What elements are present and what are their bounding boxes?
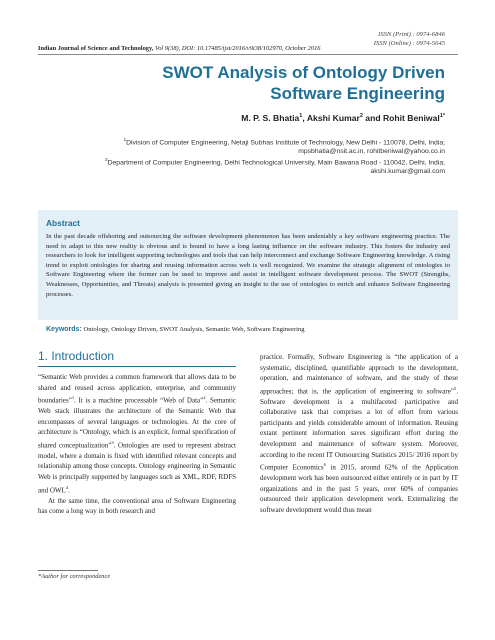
aff2-line2: akshi.kumar@gmail.com [370,168,445,176]
footnote: *Author for correspondence [38,573,111,580]
section-heading-introduction: 1. Introduction [38,349,115,363]
author-3-sup: 1* [439,113,445,120]
citation-sup: 1 [71,395,75,401]
text-run: . It is a machine processable “Web of Data” [74,396,204,405]
right-column [260,352,458,516]
affiliation-2 [25,156,445,177]
intro-paragraph-2: At the same time, the conventional area of Software Engineering has come a long way in both research and [38,496,236,516]
keywords-text: Ontology, Ontology Driven, SWOT Analysis, Semantic Web, Software Engineering [83,326,305,333]
keywords [46,326,456,333]
author-1-sup: 1 [299,113,303,120]
aff1-sup: 1 [123,138,127,143]
author-2-sup: 2 [359,113,363,120]
author-2: Akshi Kumar [306,113,360,123]
citation-sup: 2 [203,395,206,401]
text-run: . [68,485,70,494]
aff1-line2: mpsbhatia@nsit.ac.in, rohitbeniwal@yahoo.co.in [298,148,445,156]
issn-print: ISSN (Print) : 0974-6846 [378,31,445,38]
text-run: practice. Formally, Software Engineering is “the application of a systematic, disciplined, quantifiable approach to the development, operation, and maintenance of software, and the study of these approaches; that is, the application of engineering to software” [260,353,458,396]
aff2-line1: Department of Computer Engineering, Delhi Technological University, Main Bawana Road - 110042, Delhi, India; [107,159,445,167]
abstract-heading: Abstract [46,218,80,228]
section-underline [38,366,236,367]
abstract-text: In the past decade offshoring and outsourcing the software development phenomenon has been undeniably a key software engineering practice. The need to adapt to this new reality is obvious and is bound to have a long lasting influence on the software industry. This fosters the industry and researchers to look for intelligent supporting technologies and tools that can help interconnect and exchange Software Engineering knowledge. A rising trend to exploit ontologies for sharing and reusing information across web is well recognized. We examine the strategic alignment of ontologies to Software Engineering where the former can be used to improve and assist in intelligent software development process. The SWOT (Strengths, Weaknesses, Opportunities, and Threats) analysis is presented giving an insight to the use of ontologies to enrich and enhance Software Engineering processes. [46,233,450,298]
citation-sup: 5 [453,385,457,391]
text-run: . Ontologies are used to represent abstract model, where a domain is fixed with identified relevant concepts and relationship among those concepts. Ontology engineering in Semantic Web is principally supported by languages such as XML, RDF, RDFS and OWL [38,441,236,494]
aff2-sup: 2 [104,158,108,163]
left-column [38,372,236,517]
journal-name: Indian Journal of Science and Technology, [38,45,154,52]
paper-title: SWOT Analysis of Ontology Driven Software Engineering [162,63,445,103]
text-run: in 2015, around 62% of the Application development work has been outsourced either entirely or in part by IT organizations and in the past 5 years, over 60% of companies outsourced their application development work. Externalizing the software development would thus mean [260,463,458,514]
affiliation-1 [25,136,445,157]
journal-details: Vol 9(38), DOI: 10.17485/ijst/2016/v9i38/102970, October 2016 [155,45,321,52]
text-run: . Software development is a multifaceted participative and collaborative task that comprises a lot of effort from various participants and yields considerable amount of information. Reusing extant pertinent information saves significant effort during the development and maintenance of software system. Moreover, according to the recent IT Outsourcing Statistics 2015/ 2016 report by Computer Economics [260,387,458,472]
intro-paragraph-3 [260,352,458,516]
header-rule [38,54,458,55]
text-run: . Semantic Web stack illustrates the architecture of the Semantic Web that encompasses of several languages or technologies. At the core of architecture is “Ontology, which is an explicit, formal specification of shared conceptualization” [38,396,236,450]
citation-sup: 6 [323,462,326,468]
author-3: Rohit Beniwal [382,113,440,123]
author-1: M. P. S. Bhatia [241,113,300,123]
author-list: M. P. S. Bhatia$^1$, Akshi Kumar$^2$ and Rohit Beniwal$^{1*}$ [241,113,445,123]
citation-sup: 3 [111,439,114,445]
text-run: “Semantic Web provides a common framework that allows data to be shared and reused across application, enterprise, and community boundaries” [38,373,236,405]
citation-sup: 4 [65,484,69,490]
keywords-label: Keywords: [46,326,82,333]
footnote-rule [38,570,98,571]
aff1-line1: Division of Computer Engineering, Netaji Subhas Institute of Technology, New Delhi - 110078, Delhi, India; [126,139,445,147]
journal-citation [38,45,458,52]
issn-online: ISSN (Online) : 0974-5645 [373,40,445,47]
intro-paragraph-1 [38,372,236,496]
